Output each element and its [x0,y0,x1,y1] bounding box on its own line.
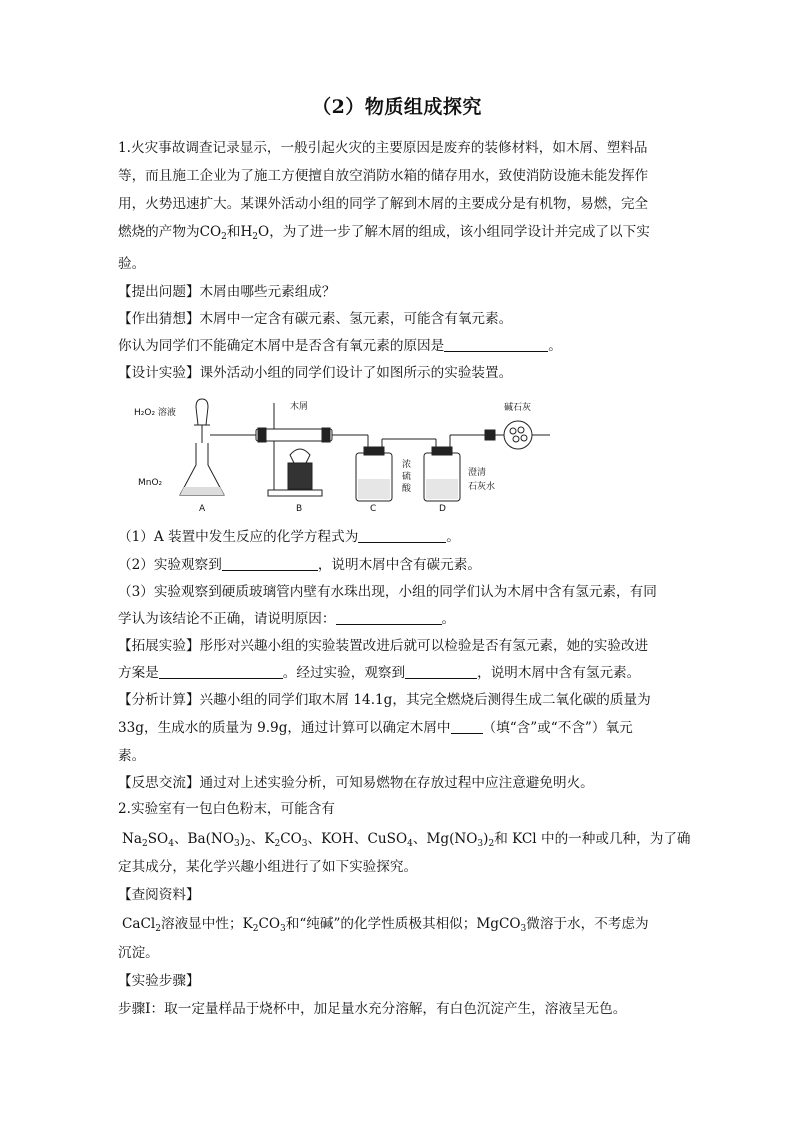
formula-na2so4: $Na_2SO_4$ [122,831,174,849]
q1-oxygen-reason: 你认为同学们不能确定木屑中是否含有氧元素的原因是 。 [118,338,562,354]
formula-k2co3: $K_2CO_3$ [264,831,308,849]
q1-calc-3: 素。 [118,748,146,764]
label-h2o2: H₂O₂ 溶液 [134,408,176,418]
q1-reflection: 【反思交流】通过对上述实验分析，可知易燃物在存放过程中应注意避免明火。 [118,775,594,791]
q2-reference-heading: 【查阅资料】 [118,887,200,903]
q2-line-3: 定其成分，某化学兴趣小组进行了如下实验探究。 [118,859,418,875]
label-b: B [296,504,303,514]
label-soda-lime: 碱石灰 [504,403,532,413]
q1-sub-2: （2）实验观察到 ，说明木屑中含有碳元素。 [118,557,481,573]
label-a: A [199,504,206,514]
formula-co2: $CO_2$ [199,224,227,242]
answer-blank[interactable] [405,664,477,679]
formula-mgco3: MgCO$_3$ [476,916,527,934]
combustion-tube-b [256,429,332,441]
stand-base-b [268,490,322,496]
answer-blank[interactable] [358,528,446,543]
q1-calc-2: 33g，生成水的质量为 9.9g，通过计算可以确定木屑中 （填“含”或“不含”）氧元 [118,720,633,736]
page-title: （2）物质组成探究 [312,96,482,118]
formula-mg-no3-2: $Mg(NO_3)_2$ [426,831,495,849]
answer-blank[interactable] [159,664,283,679]
q2-formula-line: $Na_2SO_4$、$Ba(NO_3)_2$、$K_2CO_3$、KOH、CuSO$_4$、$Mg(NO_3)_2$和 KCl 中的一种或几种，为了确 [122,831,691,849]
label-conc-2: 硫 [402,472,412,482]
q2-line-1: 2.实验室有一包白色粉末，可能含有 [118,801,335,817]
label-conc-1: 浓 [402,460,412,470]
q1-line-5: 验。 [118,256,146,272]
answer-blank[interactable] [336,610,442,625]
label-mno2: MnO₂ [138,478,163,488]
label-lime-2: 石灰水 [468,482,496,492]
q1-sub-1: （1）A 装置中发生反应的化学方程式为 。 [118,529,460,545]
q1-hypothesis: 【作出猜想】木屑中一定含有碳元素、氢元素，可能含有氧元素。 [118,311,513,327]
formula-h2o: $H_2O$ [240,224,270,242]
q1-extension-1: 【拓展实验】彤彤对兴趣小组的实验装置改进后就可以检验是否有氢元素，她的实验改进 [118,638,649,654]
answer-blank[interactable] [222,556,318,571]
q1-line-3: 用，火势迅速扩大。某课外活动小组的同学了解到木屑的主要成分是有机物，易燃，完全 [118,196,649,212]
q1-extension-2: 方案是 。经过实验，观察到 ，说明木屑中含有氢元素。 [118,665,641,681]
q1-line-4: 燃烧的产物为$CO_2$和$H_2O$，为了进一步了解木屑的组成，该小组同学设计并完成了以下实 [118,224,650,242]
answer-blank[interactable] [444,337,548,352]
formula-koh: KOH [321,831,354,847]
label-c: C [370,504,377,514]
label-conc-3: 酸 [402,484,412,494]
label-d: D [439,504,446,514]
label-lime-1: 澄清 [468,468,487,478]
q1-propose-question: 【提出问题】木屑由哪些元素组成？ [118,284,336,300]
formula-cuso4: CuSO$_4$ [367,831,413,849]
q1-calc-1: 【分析计算】兴趣小组的同学们取木屑 14.1g，其完全燃烧后测得生成二氧化碳的质量为 [118,692,651,708]
formula-ba-no3-2: $Ba(NO_3)_2$ [187,831,251,849]
formula-cacl2: CaCl$_2$ [122,916,161,934]
burner-b [290,449,310,463]
q1-design-experiment: 【设计实验】课外活动小组的同学们设计了如图所示的实验装置。 [118,365,513,381]
q1-sub-3a: （3）实验观察到硬质玻璃管内壁有水珠出现，小组的同学们认为木屑中含有氢元素，有同 [118,584,657,600]
q1-line-1: 1.火灾事故调查记录显示，一般引起火灾的主要原因是废弃的装修材料，如木屑、塑料品 [118,140,648,156]
apparatus-figure [130,395,555,515]
formula-k2co3-2: $K_2CO_3$ [242,916,286,934]
q2-step-1: 步骤Ⅰ：取一定量样品于烧杯中，加足量水充分溶解，有白色沉淀产生，溶液呈无色。 [118,1001,627,1017]
soda-lime-tube [504,421,532,449]
answer-blank[interactable] [451,719,483,734]
funnel-a [196,399,208,425]
label-wood-chips: 木屑 [290,402,309,412]
q1-sub-3b: 学认为该结论不正确，请说明原因： 。 [118,611,456,627]
q2-line-6: 沉淀。 [118,945,159,961]
q1-line-2: 等，而且施工企业为了施工方便擅自放空消防水箱的储存用水，致使消防设施未能发挥作 [118,168,649,184]
q2-steps-heading: 【实验步骤】 [118,973,200,989]
q2-reference-line: CaCl$_2$溶液显中性；$K_2CO_3$和“纯碱”的化学性质极其相似；MgCO$_3$微溶于水，不考虑为 [122,916,649,934]
